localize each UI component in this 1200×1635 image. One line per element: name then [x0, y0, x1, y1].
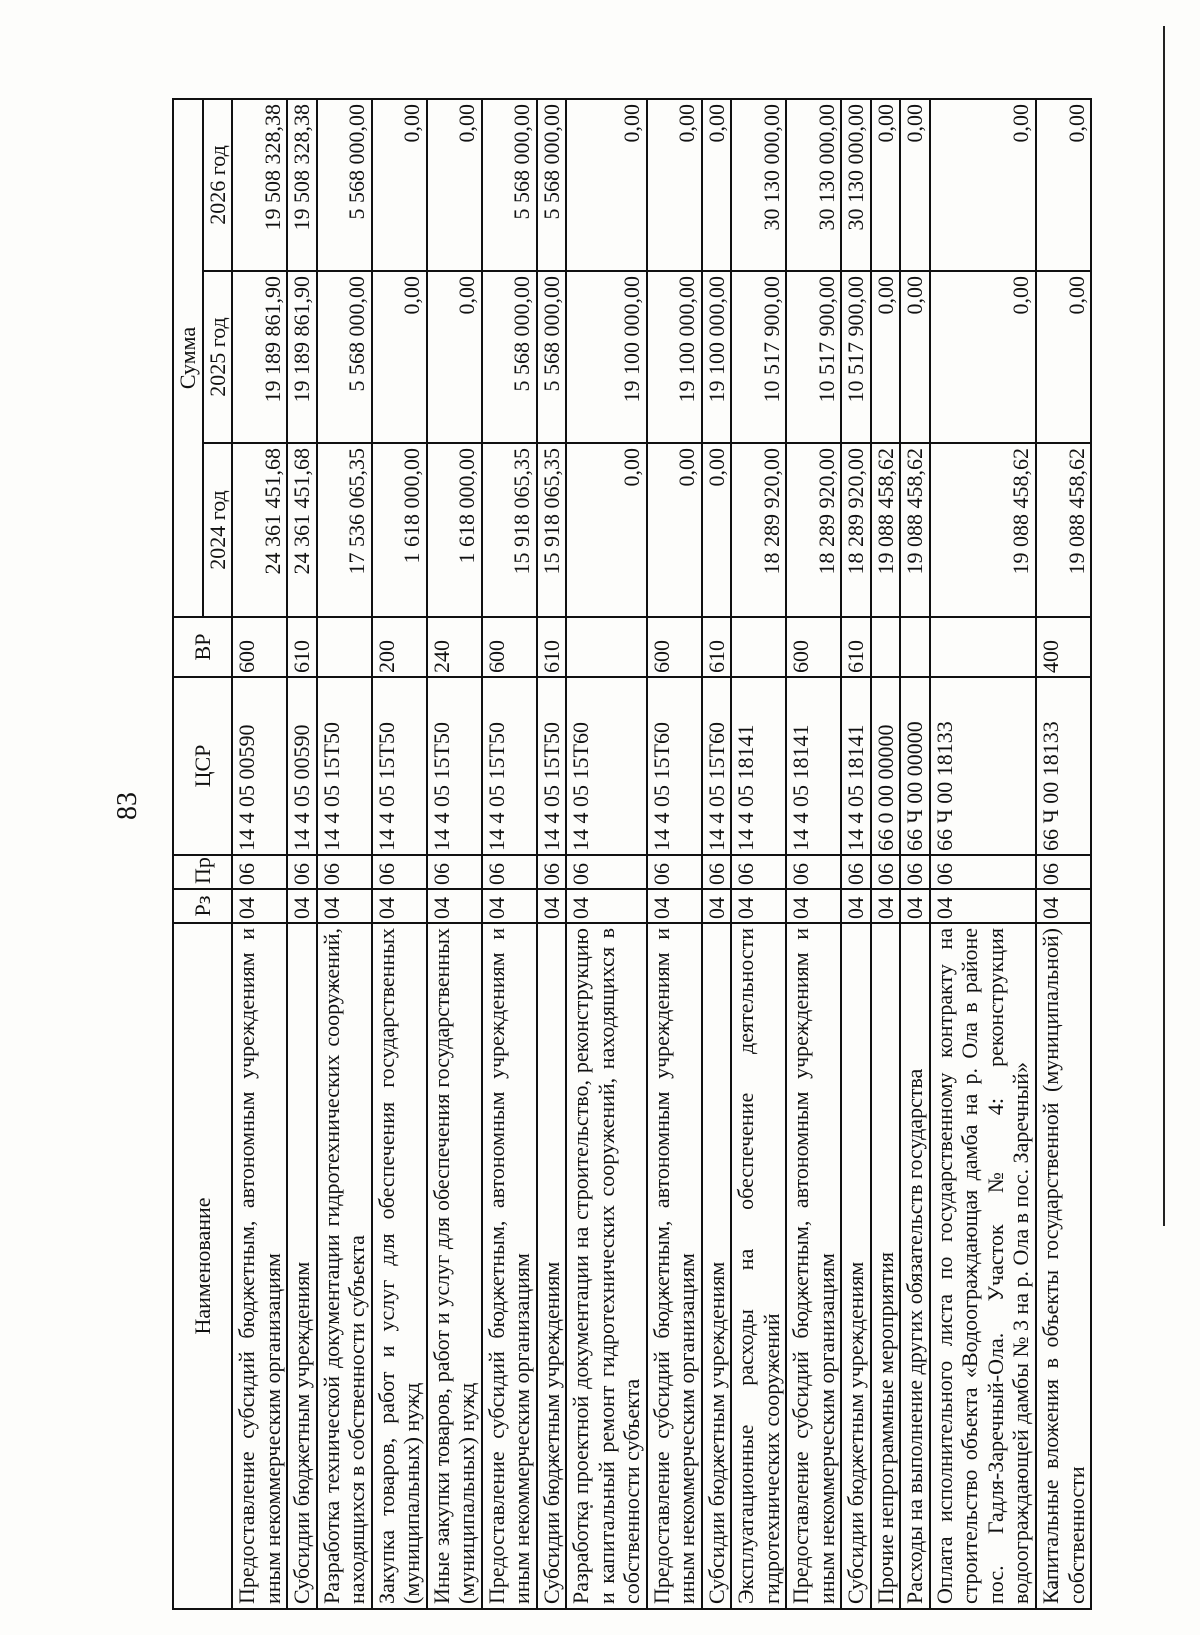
row-vr: [871, 617, 901, 677]
row-vr: [317, 617, 372, 677]
table-row: [287, 99, 317, 1609]
table-row: [786, 99, 841, 1609]
row-2024: 19 088 458,62: [871, 443, 901, 617]
row-pr: 06: [871, 855, 901, 889]
table-row: [900, 99, 930, 1609]
row-pr: 06: [786, 855, 841, 889]
row-rz: 04: [702, 889, 732, 923]
header-year-2026: 2026 год: [203, 99, 233, 271]
row-csr: 14 4 05 18141: [786, 677, 841, 855]
table-row: [647, 99, 702, 1609]
row-rz: 04: [731, 889, 786, 923]
header-year-2024: 2024 год: [203, 443, 233, 617]
row-csr: 14 4 05 18141: [841, 677, 871, 855]
row-name: Субсидии бюджетным учреждениям: [841, 923, 871, 1609]
header-pr: Пр: [173, 855, 232, 889]
row-name: Эксплуатационные расходы на обеспечение деятельности гидротехнических сооружений: [731, 923, 786, 1609]
row-vr: 600: [786, 617, 841, 677]
row-2025: 10 517 900,00: [786, 271, 841, 443]
row-2026: 0,00: [871, 99, 901, 271]
row-rz: 04: [647, 889, 702, 923]
row-vr: 610: [841, 617, 871, 677]
row-2024: 1 618 000,00: [427, 443, 482, 617]
row-name: Оплата исполнительного листа по государственному контракту на строительство объекта «Водоограждающая дамба на р. Ола в районе пос. Гадля-Заречный-Ола. Участок № 4: реконструкция водоограждающей дамбы № 3 на р. Ола в пос. Заречный»: [930, 923, 1036, 1609]
row-csr: 14 4 05 15Т50: [427, 677, 482, 855]
row-rz: 04: [841, 889, 871, 923]
page-number: 83: [112, 792, 143, 820]
row-2026: 19 508 328,38: [232, 99, 287, 271]
row-csr: 14 4 05 15Т60: [647, 677, 702, 855]
row-pr: 06: [232, 855, 287, 889]
table-row: [841, 99, 871, 1609]
row-rz: 04: [287, 889, 317, 923]
row-vr: 610: [702, 617, 732, 677]
row-pr: 06: [482, 855, 537, 889]
header-sum: Сумма: [173, 99, 203, 617]
row-2026: 5 568 000,00: [537, 99, 567, 271]
row-pr: 06: [841, 855, 871, 889]
header-rz: Рз: [173, 889, 232, 923]
row-2026: 5 568 000,00: [482, 99, 537, 271]
row-name: Разработка технической документации гидротехнических сооружений, находящихся в собственности субъекта: [317, 923, 372, 1609]
row-pr: 06: [372, 855, 427, 889]
row-pr: 06: [566, 855, 647, 889]
row-pr: 06: [930, 855, 1036, 889]
row-name: Капитальные вложения в объекты государственной (муниципальной) собственности: [1036, 923, 1091, 1609]
row-2026: 0,00: [900, 99, 930, 271]
row-pr: 06: [702, 855, 732, 889]
row-2024: 18 289 920,00: [731, 443, 786, 617]
table-row: [372, 99, 427, 1609]
row-rz: 04: [317, 889, 372, 923]
row-csr: 14 4 05 15Т50: [482, 677, 537, 855]
row-name: Предоставление субсидий бюджетным, автономным учреждениям и иным некоммерческим организациям: [647, 923, 702, 1609]
budget-table: [172, 98, 1092, 1610]
row-vr: 200: [372, 617, 427, 677]
row-name: Субсидии бюджетным учреждениям: [702, 923, 732, 1609]
row-rz: 04: [427, 889, 482, 923]
row-pr: 06: [427, 855, 482, 889]
row-name: Предоставление субсидий бюджетным, автономным учреждениям и иным некоммерческим организациям: [786, 923, 841, 1609]
table-row: [566, 99, 647, 1609]
row-2026: 19 508 328,38: [287, 99, 317, 271]
row-csr: 66 Ч 00 18133: [930, 677, 1036, 855]
row-pr: 06: [317, 855, 372, 889]
row-rz: 04: [930, 889, 1036, 923]
row-2025: 19 100 000,00: [647, 271, 702, 443]
row-csr: 14 4 05 15Т50: [372, 677, 427, 855]
row-rz: 04: [900, 889, 930, 923]
header-row-top: [173, 99, 203, 1609]
row-2026: 0,00: [566, 99, 647, 271]
row-pr: 06: [731, 855, 786, 889]
row-2024: 1 618 000,00: [372, 443, 427, 617]
row-csr: 14 4 05 00590: [232, 677, 287, 855]
header-year-2025: 2025 год: [203, 271, 233, 443]
row-2024: 19 088 458,62: [900, 443, 930, 617]
row-csr: 66 0 00 00000: [871, 677, 901, 855]
row-vr: 600: [232, 617, 287, 677]
row-2026: 30 130 000,00: [841, 99, 871, 271]
row-vr: 400: [1036, 617, 1091, 677]
row-2025: 0,00: [372, 271, 427, 443]
table-row: [1036, 99, 1091, 1609]
row-csr: 14 4 05 15Т50: [537, 677, 567, 855]
row-csr: 14 4 05 15Т50: [317, 677, 372, 855]
row-2024: 0,00: [647, 443, 702, 617]
table-row: [232, 99, 287, 1609]
row-2025: 0,00: [900, 271, 930, 443]
row-rz: 04: [232, 889, 287, 923]
row-vr: 610: [537, 617, 567, 677]
table-row: [482, 99, 537, 1609]
row-pr: 06: [1036, 855, 1091, 889]
row-name: Предоставление субсидий бюджетным, автономным учреждениям и иным некоммерческим организациям: [482, 923, 537, 1609]
row-name: Предоставление субсидий бюджетным, автономным учреждениям и иным некоммерческим организациям: [232, 923, 287, 1609]
row-csr: 66 Ч 00 00000: [900, 677, 930, 855]
row-pr: 06: [537, 855, 567, 889]
row-2024: 24 361 451,68: [287, 443, 317, 617]
row-name: Субсидии бюджетным учреждениям: [287, 923, 317, 1609]
row-2026: 30 130 000,00: [786, 99, 841, 271]
row-rz: 04: [372, 889, 427, 923]
row-2025: 10 517 900,00: [731, 271, 786, 443]
row-2025: 5 568 000,00: [317, 271, 372, 443]
row-2025: 0,00: [871, 271, 901, 443]
row-2024: 17 536 065,35: [317, 443, 372, 617]
header-vr: ВР: [173, 617, 232, 677]
row-csr: 14 4 05 15Т60: [702, 677, 732, 855]
row-name: Разработка проектной документации на строительство, реконструкцию и капитальный ремонт гидротехнических сооружений, находящихся в собственности субъекта: [566, 923, 647, 1609]
row-2024: 0,00: [566, 443, 647, 617]
row-2024: 0,00: [702, 443, 732, 617]
row-2025: 10 517 900,00: [841, 271, 871, 443]
row-rz: 04: [537, 889, 567, 923]
header-name: Наименование: [173, 923, 232, 1609]
table-row: [427, 99, 482, 1609]
row-2025: 19 100 000,00: [702, 271, 732, 443]
row-2025: 5 568 000,00: [537, 271, 567, 443]
row-2026: 0,00: [702, 99, 732, 271]
row-2025: 19 100 000,00: [566, 271, 647, 443]
row-2025: 5 568 000,00: [482, 271, 537, 443]
row-2026: 0,00: [1036, 99, 1091, 271]
row-2025: 19 189 861,90: [287, 271, 317, 443]
row-2025: 0,00: [427, 271, 482, 443]
row-csr: 66 Ч 00 18133: [1036, 677, 1091, 855]
row-vr: [930, 617, 1036, 677]
row-name: Субсидии бюджетным учреждениям: [537, 923, 567, 1609]
header-csr: ЦСР: [173, 677, 232, 855]
row-2026: 30 130 000,00: [731, 99, 786, 271]
row-vr: 240: [427, 617, 482, 677]
row-name: Иные закупки товаров, работ и услуг для обеспечения государственных (муниципальных) нужд: [427, 923, 482, 1609]
row-2024: 15 918 065,35: [537, 443, 567, 617]
row-name: Прочие непрограммные мероприятия: [871, 923, 901, 1609]
row-name: Закупка товаров, работ и услуг для обеспечения государственных (муниципальных) нужд: [372, 923, 427, 1609]
row-2024: 15 918 065,35: [482, 443, 537, 617]
row-pr: 06: [287, 855, 317, 889]
row-2026: 0,00: [647, 99, 702, 271]
row-2026: 0,00: [427, 99, 482, 271]
row-2024: 24 361 451,68: [232, 443, 287, 617]
table-row: [871, 99, 901, 1609]
row-vr: [731, 617, 786, 677]
table-row: [537, 99, 567, 1609]
row-vr: [566, 617, 647, 677]
row-2026: 5 568 000,00: [317, 99, 372, 271]
row-2026: 0,00: [372, 99, 427, 271]
row-vr: 610: [287, 617, 317, 677]
row-2024: 18 289 920,00: [841, 443, 871, 617]
row-pr: 06: [900, 855, 930, 889]
row-vr: [900, 617, 930, 677]
row-rz: 04: [566, 889, 647, 923]
page-margin-line: [1163, 26, 1165, 1226]
row-2024: 19 088 458,62: [1036, 443, 1091, 617]
table-row: [702, 99, 732, 1609]
row-pr: 06: [647, 855, 702, 889]
row-csr: 14 4 05 18141: [731, 677, 786, 855]
row-2025: 0,00: [930, 271, 1036, 443]
row-2026: 0,00: [930, 99, 1036, 271]
rotated-table-wrapper: [172, 100, 1092, 1610]
row-2025: 19 189 861,90: [232, 271, 287, 443]
row-2025: 0,00: [1036, 271, 1091, 443]
row-rz: 04: [786, 889, 841, 923]
row-rz: 04: [1036, 889, 1091, 923]
row-2024: 18 289 920,00: [786, 443, 841, 617]
table-row: [317, 99, 372, 1609]
table-row: [930, 99, 1036, 1609]
row-rz: 04: [871, 889, 901, 923]
table-row: [731, 99, 786, 1609]
row-vr: 600: [647, 617, 702, 677]
row-name: Расходы на выполнение других обязательств государства: [900, 923, 930, 1609]
row-csr: 14 4 05 15Т60: [566, 677, 647, 855]
row-rz: 04: [482, 889, 537, 923]
row-vr: 600: [482, 617, 537, 677]
row-2024: 19 088 458,62: [930, 443, 1036, 617]
row-csr: 14 4 05 00590: [287, 677, 317, 855]
